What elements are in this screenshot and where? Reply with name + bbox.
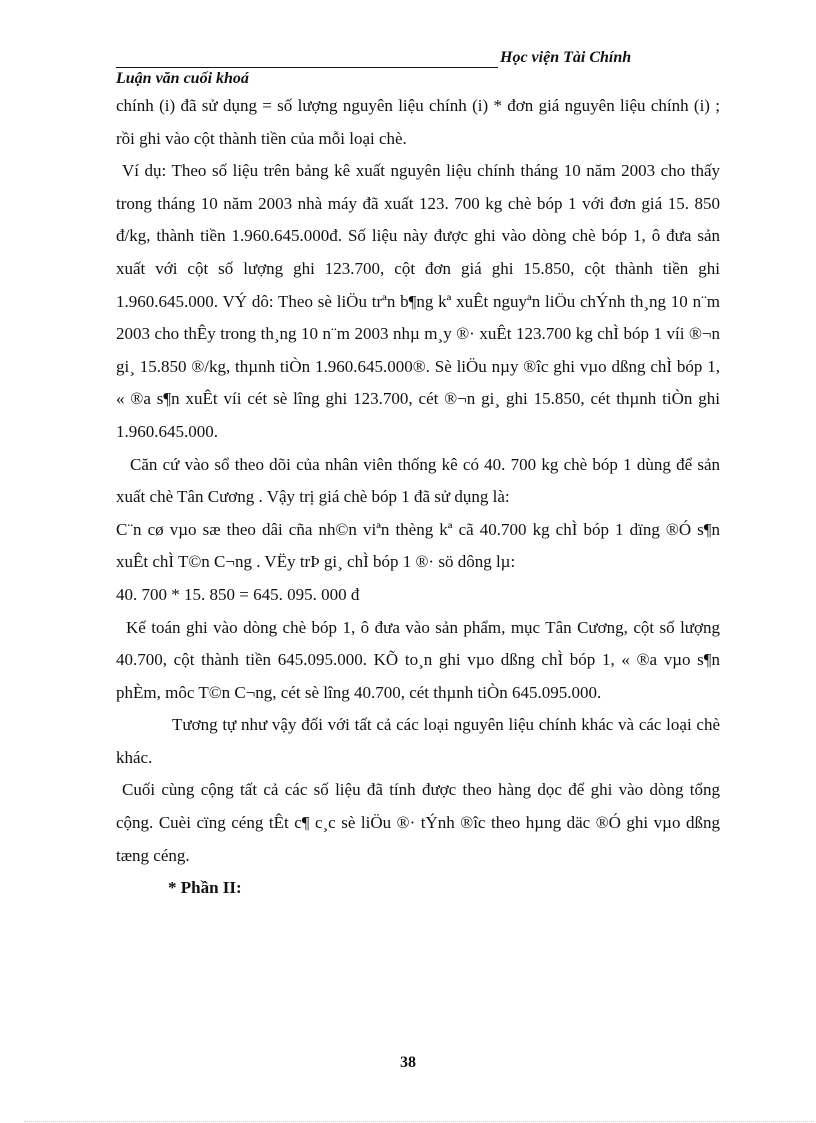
paragraph-example: Ví dụ: Theo số liệu trên bảng kê xuất nguyên liệu chính tháng 10 năm 2003 cho thấy trong tháng 10 năm 2003 nhà máy đã xuất 123. 700 kg chè bóp 1 với đơn giá 15. 850 đ/kg, thành tiền 1.960.645.000đ. Số liệu này được ghi vào dòng chè bóp 1, ô đưa sản xuất với cột số lượng ghi 123.700, cột đơn giá ghi 15.850, cột thành tiền ghi 1.960.645.000. VÝ dô: Theo sè liÖu trªn b¶ng kª xuÊt nguyªn liÖu chÝnh th¸ng 10 n¨m 2003 cho thÊy trong th¸ng 10 n¨m 2003 nhµ m¸y ®· xuÊt 123.700 kg chÌ bóp 1 víi ®¬n gi¸ 15.850 ®/kg, thµnh tiÒn 1.960.645.000®. Sè liÖu nµy ®îc ghi vµo dßng chÌ bóp 1, « ®a s¶n xuÊt víi cét sè lîng ghi 123.700, cét ®¬n gi¸ ghi 15.850, cét thµnh tiÒn ghi 1.960.645.000.	[116, 161, 720, 441]
paragraph-accounting: Kế toán ghi vào dòng chè bóp 1, ô đưa vào sản phẩm, mục Tân Cương, cột số lượng 40.700, cột thành tiền 645.095.000. KÕ to¸n ghi vµo dßng chÌ bóp 1, « ®a vµo s¶n phÈm, môc T©n C¬ng, cét sè lîng 40.700, cét thµnh tiÒn 645.095.000.	[116, 617, 720, 702]
section-heading: * Phần II:	[168, 878, 242, 898]
bottom-divider	[24, 1121, 814, 1122]
paragraph-basis-legacy: C¨n cø vµo sæ theo dâi cña nh©n viªn thèng kª cã 40.700 kg chÌ bóp 1 dïng ®Ó s¶n xuÊt chÌ T©n C¬ng . VËy trÞ gi¸ chÌ bóp 1 ®· sö dông lµ:	[116, 519, 720, 572]
header-rule	[116, 67, 498, 68]
paragraph-total: Cuối cùng cộng tất cả các số liệu đã tính được theo hàng dọc để ghi vào dòng tổng cộng. Cuèi cïng céng tÊt c¶ c¸c sè liÖu ®· tÝnh ®îc theo hµng däc ®Ó ghi vµo dßng tæng céng.	[116, 780, 720, 865]
page-number: 38	[400, 1054, 416, 1071]
header-institution: Học viện Tài Chính	[500, 49, 632, 66]
paragraph-calculation: 40. 700 * 15. 850 = 645. 095. 000 đ	[116, 584, 360, 604]
paragraph-formula: chính (i) đã sử dụng = số lượng nguyên liệu chính (i) * đơn giá nguyên liệu chính (i) ; rồi ghi vào cột thành tiền của mỗi loại chè.	[116, 96, 720, 148]
paragraph-similar: Tương tự như vậy đối với tất cả các loại nguyên liệu chính khác và các loại chè khác.	[116, 715, 720, 767]
body-text	[116, 90, 720, 905]
paragraph-basis: Căn cứ vào sổ theo dõi của nhân viên thống kê có 40. 700 kg chè bóp 1 dùng để sản xuất chè Tân Cương . Vậy trị giá chè bóp 1 đã sử dụng là:	[116, 454, 720, 507]
header-document-type: Luận văn cuối khoá	[116, 70, 249, 87]
